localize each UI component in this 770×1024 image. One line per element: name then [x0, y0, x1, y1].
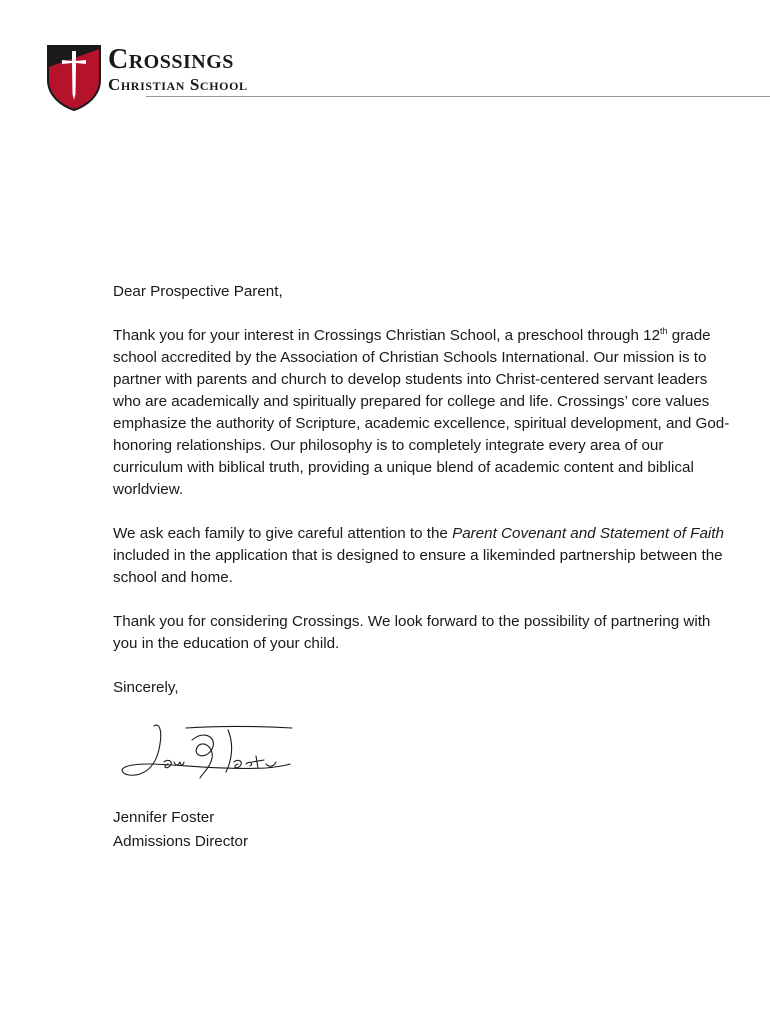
school-name [108, 46, 248, 93]
paragraph-intro [113, 325, 733, 501]
paragraph-covenant [113, 523, 733, 589]
closing: Sincerely, [113, 679, 179, 696]
paragraph-covenant-start: We ask each family to give careful attention to the [113, 525, 453, 542]
signature [116, 718, 296, 784]
covenant-title: Parent Covenant and Statement of Faith [452, 525, 724, 542]
salutation: Dear Prospective Parent, [113, 283, 283, 300]
letter-body [113, 281, 733, 721]
letterhead-divider [146, 96, 770, 97]
signature-block [113, 806, 248, 854]
signer-title: Admissions Director [113, 833, 249, 850]
paragraph-thanks: Thank you for considering Crossings. We look forward to the possibility of partnering with you in the education of your child. [113, 613, 711, 652]
school-name-line1: Crossings [108, 44, 234, 75]
signer-name: Jennifer Foster [113, 809, 215, 826]
cross-shield-icon [46, 44, 102, 112]
ordinal-superscript: th [660, 326, 668, 336]
school-name-line2: Christian School [108, 75, 248, 94]
letterhead [46, 44, 726, 114]
paragraph-intro-rest: grade school accredited by the Association of Christian Schools International. Our mission is to partner with parents and church to develop students into Christ-centered servant leaders who are academically and spiritually prepared for college and life. Crossings’ core values emphasize the authority of Scripture, academic excellence, spiritual development, and God-honoring relationships. Our philosophy is to completely integrate every area of our curriculum with biblical truth, providing a unique blend of academic content and biblical worldview. [113, 327, 730, 498]
paragraph-intro-start: Thank you for your interest in Crossings Christian School, a preschool through 12 [113, 327, 661, 344]
paragraph-covenant-rest: included in the application that is designed to ensure a likeminded partnership between the school and home. [113, 547, 723, 586]
